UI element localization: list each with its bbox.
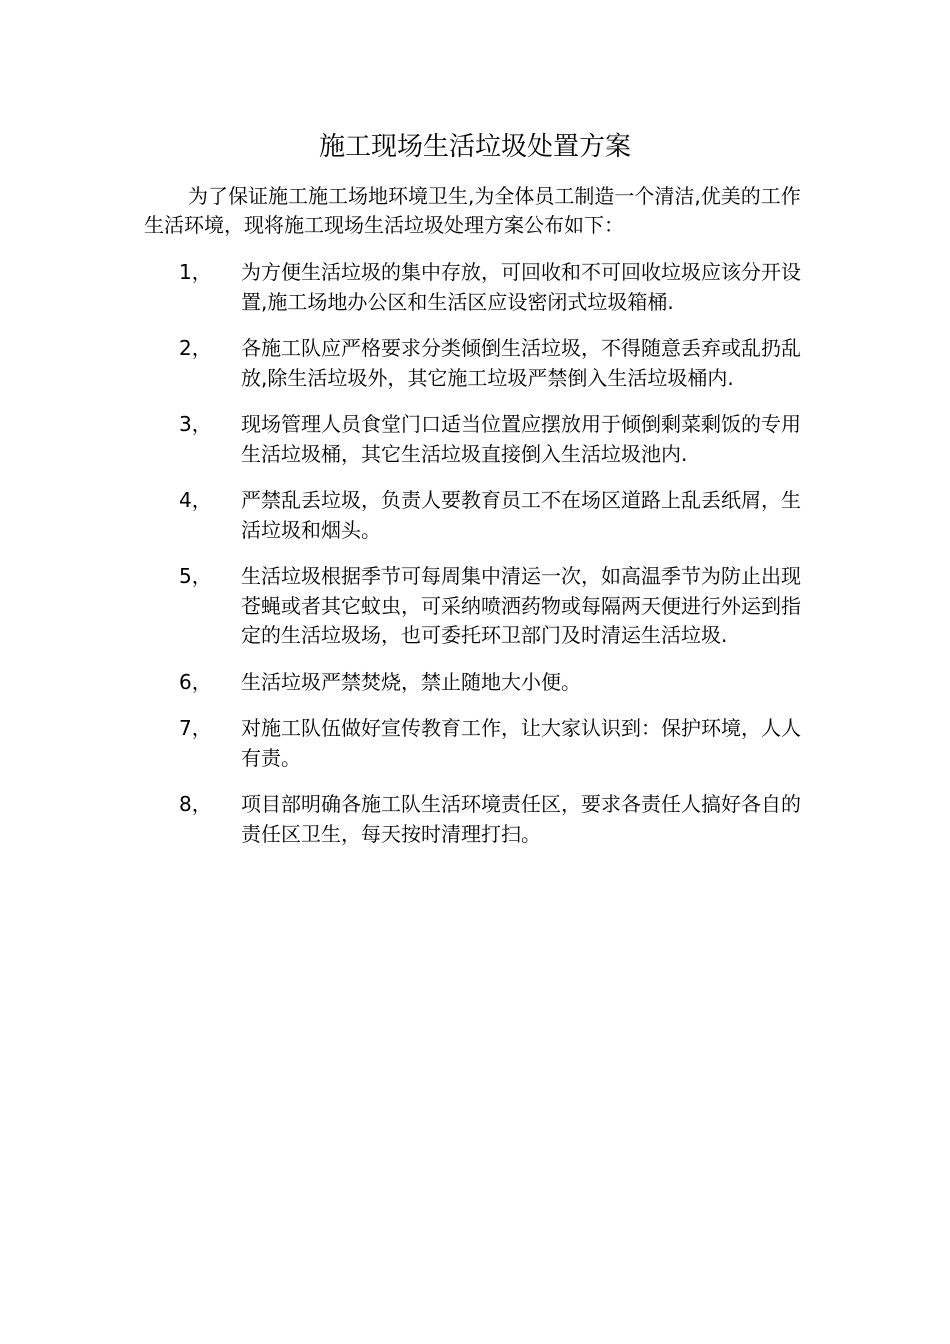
list-item bbox=[144, 790, 816, 849]
item-text: 现场管理人员食堂门口适当位置应摆放用于倾倒剩菜剩饭的专用生活垃圾桶，其它生活垃圾直接倒入生活垃圾池内. bbox=[241, 412, 801, 466]
item-number: 3， bbox=[179, 412, 212, 436]
list-item bbox=[144, 562, 816, 651]
item-number: 1， bbox=[179, 260, 212, 284]
item-number: 2， bbox=[179, 336, 212, 360]
item-text: 项目部明确各施工队生活环境责任区，要求各责任人搞好各自的责任区卫生，每天按时清理打扫。 bbox=[241, 792, 801, 846]
item-text: 对施工队伍做好宣传教育工作，让大家认识到：保护环境，人人有责。 bbox=[241, 716, 801, 770]
item-number: 4， bbox=[179, 488, 212, 512]
item-text: 生活垃圾严禁焚烧，禁止随地大小便。 bbox=[241, 669, 581, 694]
rules-list bbox=[144, 258, 816, 866]
list-item bbox=[144, 334, 816, 393]
item-text: 为方便生活垃圾的集中存放，可回收和不可回收垃圾应该分开设置,施工场地办公区和生活区应设密闭式垃圾箱桶. bbox=[241, 260, 801, 314]
list-item bbox=[144, 258, 816, 317]
item-number: 7， bbox=[179, 716, 212, 740]
item-number: 5， bbox=[179, 564, 212, 588]
item-number: 8， bbox=[179, 792, 212, 816]
document-title: 施工现场生活垃圾处置方案 bbox=[318, 132, 631, 162]
list-item bbox=[144, 668, 816, 698]
list-item bbox=[144, 714, 816, 773]
item-text: 严禁乱丢垃圾，负责人要教育员工不在场区道路上乱丢纸屑，生活垃圾和烟头。 bbox=[241, 488, 801, 542]
list-item bbox=[144, 486, 816, 545]
list-item bbox=[144, 410, 816, 469]
item-number: 6， bbox=[179, 669, 212, 694]
item-text: 生活垃圾根据季节可每周集中清运一次，如高温季节为防止出现苍蝇或者其它蚊虫，可采纳喷洒药物或每隔两天便进行外运到指定的生活垃圾场，也可委托环卫部门及时清运生活垃圾. bbox=[241, 564, 801, 647]
item-text: 各施工队应严格要求分类倾倒生活垃圾，不得随意丢弃或乱扔乱放,除生活垃圾外，其它施工垃圾严禁倒入生活垃圾桶内. bbox=[241, 336, 801, 390]
intro-paragraph: 为了保证施工施工场地环境卫生,为全体员工制造一个清洁,优美的工作生活环境，现将施工现场生活垃圾处理方案公布如下： bbox=[144, 184, 801, 237]
